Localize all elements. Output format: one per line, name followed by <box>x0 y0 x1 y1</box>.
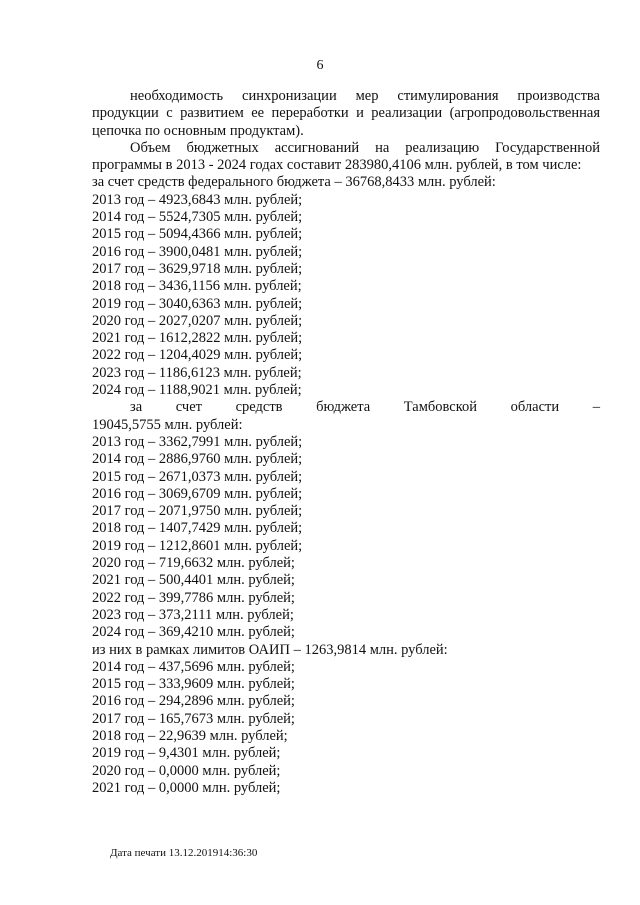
heading-word: – <box>592 399 600 416</box>
heading-word: средств <box>235 399 283 416</box>
federal-year-item: 2022 год – 1204,4029 млн. рублей; <box>92 347 303 364</box>
federal-year-item: 2020 год – 2027,0207 млн. рублей; <box>92 312 303 329</box>
federal-year-item: 2018 год – 3436,1156 млн. рублей; <box>92 278 302 295</box>
regional-budget-total: 19045,5755 млн. рублей: <box>92 416 243 433</box>
print-date-footer: Дата печати 13.12.201914:36:30 <box>110 847 258 859</box>
oaip-year-item: 2018 год – 22,9639 млн. рублей; <box>92 727 288 744</box>
oaip-list <box>92 659 600 797</box>
regional-year-item: 2016 год – 3069,6709 млн. рублей; <box>92 485 303 502</box>
federal-year-item: 2023 год – 1186,6123 млн. рублей; <box>92 364 302 381</box>
regional-year-item: 2015 год – 2671,0373 млн. рублей; <box>92 468 303 485</box>
heading-word: бюджета <box>316 399 371 416</box>
paragraph-synchronization: необходимость синхронизации мер стимулирования производства продукции с развитием ее переработки и реализации (агропродовольственная цепочка по основным продуктам). <box>92 88 600 139</box>
document-body <box>92 88 600 797</box>
regional-budget-heading <box>92 399 600 416</box>
heading-word: счет <box>175 399 202 416</box>
regional-year-item: 2014 год – 2886,9760 млн. рублей; <box>92 451 303 468</box>
oaip-year-item: 2015 год – 333,9609 млн. рублей; <box>92 676 295 693</box>
federal-year-item: 2017 год – 3629,9718 млн. рублей; <box>92 260 303 277</box>
regional-budget-list <box>92 434 600 642</box>
oaip-year-item: 2016 год – 294,2896 млн. рублей; <box>92 693 295 710</box>
heading-word: Тамбовской <box>403 399 478 416</box>
federal-budget-list <box>92 192 600 400</box>
regional-year-item: 2019 год – 1212,8601 млн. рублей; <box>92 537 303 554</box>
regional-year-item: 2018 год – 1407,7429 млн. рублей; <box>92 520 303 537</box>
heading-word: за <box>130 399 143 416</box>
regional-year-item: 2013 год – 3362,7991 млн. рублей; <box>92 433 303 450</box>
heading-word: области <box>510 399 560 416</box>
regional-year-item: 2021 год – 500,4401 млн. рублей; <box>92 572 295 589</box>
federal-budget-heading: за счет средств федерального бюджета – 36768,8433 млн. рублей: <box>92 174 496 191</box>
regional-year-item: 2024 год – 369,4210 млн. рублей; <box>92 624 295 641</box>
oaip-year-item: 2019 год – 9,4301 млн. рублей; <box>92 745 281 762</box>
oaip-year-item: 2017 год – 165,7673 млн. рублей; <box>92 710 295 727</box>
regional-year-item: 2023 год – 373,2111 млн. рублей; <box>92 606 294 623</box>
regional-year-item: 2022 год – 399,7786 млн. рублей; <box>92 589 295 606</box>
federal-year-item: 2019 год – 3040,6363 млн. рублей; <box>92 295 303 312</box>
page-number: 6 <box>316 58 324 73</box>
oaip-year-item: 2021 год – 0,0000 млн. рублей; <box>92 779 281 796</box>
federal-year-item: 2016 год – 3900,0481 млн. рублей; <box>92 243 303 260</box>
federal-year-item: 2021 год – 1612,2822 млн. рублей; <box>92 330 303 347</box>
oaip-heading: из них в рамках лимитов ОАИП – 1263,9814 млн. рублей: <box>92 641 448 658</box>
oaip-year-item: 2020 год – 0,0000 млн. рублей; <box>92 762 281 779</box>
regional-year-item: 2017 год – 2071,9750 млн. рублей; <box>92 503 303 520</box>
paragraph-budget-total: Объем бюджетных ассигнований на реализацию Государственной программы в 2013 - 2024 годах составит 283980,4106 млн. рублей, в том числе: <box>92 139 600 174</box>
federal-year-item: 2015 год – 5094,4366 млн. рублей; <box>92 226 303 243</box>
federal-year-item: 2014 год – 5524,7305 млн. рублей; <box>92 209 303 226</box>
regional-year-item: 2020 год – 719,6632 млн. рублей; <box>92 555 295 572</box>
oaip-year-item: 2014 год – 437,5696 млн. рублей; <box>92 658 295 675</box>
federal-year-item: 2013 год – 4923,6843 млн. рублей; <box>92 191 303 208</box>
federal-year-item: 2024 год – 1188,9021 млн. рублей; <box>92 382 302 399</box>
